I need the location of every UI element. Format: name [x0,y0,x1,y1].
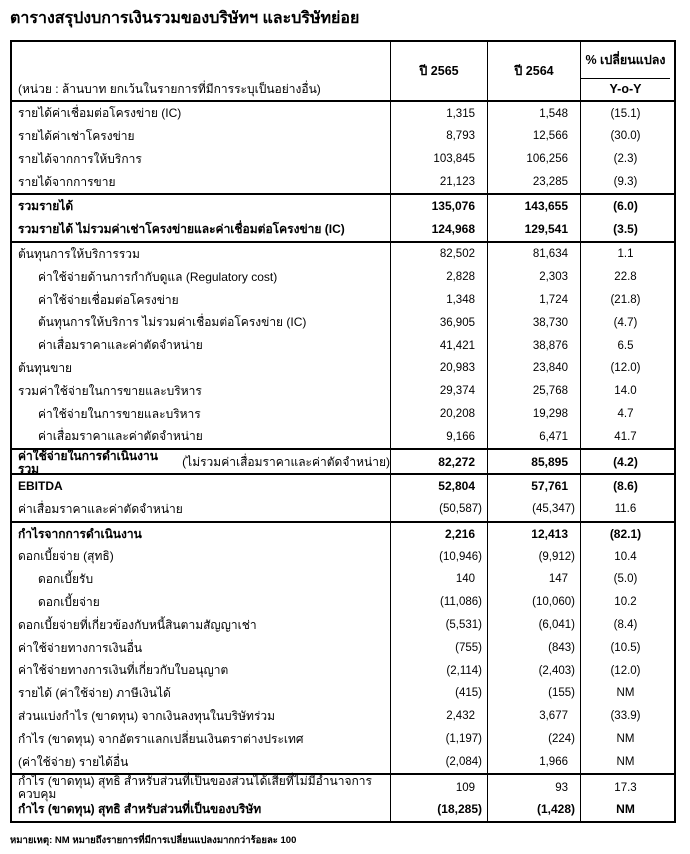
cell-year-2564: 147 [487,568,580,591]
table-row [12,380,674,403]
cell-year-2565: 1,348 [390,289,487,312]
column-header-year-2565: ปี 2565 [390,42,487,100]
column-header-year-2564: ปี 2564 [487,42,580,100]
row-group-1 [12,102,674,193]
row-label: ค่าเสื่อมราคาและค่าตัดจำหน่าย [18,501,183,516]
yoy-subheader: Y-o-Y [609,82,642,97]
cell-year-2564: 106,256 [487,148,580,171]
table-row [12,102,674,125]
cell-year-2564: 1,966 [487,751,580,774]
cell-year-2564: 25,768 [487,380,580,403]
row-group-2 [12,193,674,241]
cell-yoy-change: (12.0) [580,357,670,380]
table-row [12,125,674,148]
table-row [12,243,674,266]
row-label: ต้นทุนการให้บริการรวม [18,247,140,262]
cell-yoy-change: (30.0) [580,125,670,148]
cell-year-2564: 143,655 [487,195,580,218]
table-row [12,425,674,448]
cell-yoy-change: (3.5) [580,218,670,241]
row-label: (ค่าใช้จ่าย) รายได้อื่น [18,754,129,769]
cell-yoy-change: NM [580,798,670,821]
row-label: ดอกเบี้ยรับ [38,572,94,587]
cell-year-2565: (2,084) [390,751,487,774]
cell-yoy-change: (8.4) [580,614,670,637]
row-label: รวมค่าใช้จ่ายในการขายและบริหาร [18,383,202,398]
cell-yoy-change: 4.7 [580,403,670,426]
table-row [12,148,674,171]
row-label: ต้นทุนขาย [18,361,73,376]
cell-year-2565: (11,086) [390,591,487,614]
table-row [12,357,674,380]
row-label: กำไร (ขาดทุน) จากอัตราแลกเปลี่ยนเงินตราต่างประเทศ [18,731,304,746]
cell-year-2564: (45,347) [487,498,580,521]
table-row [12,171,674,194]
row-label: ค่าใช้จ่ายทางการเงินอื่น [18,640,143,655]
cell-year-2564: (1,428) [487,798,580,821]
cell-year-2564: 129,541 [487,218,580,241]
row-label: ดอกเบี้ยจ่าย (สุทธิ) [18,549,114,564]
table-row [12,659,674,682]
table-row [12,289,674,312]
cell-year-2565: 21,123 [390,171,487,194]
cell-yoy-change: (4.7) [580,311,670,334]
row-label: ค่าใช้จ่ายในการดำเนินงานรวม (ไม่รวมค่าเสื่อมราคาและค่าตัดจำหน่าย) [18,449,390,476]
cell-year-2564: (10,060) [487,591,580,614]
table-row [12,545,674,568]
cell-year-2564: 38,876 [487,334,580,357]
row-label: ค่าเสื่อมราคาและค่าตัดจำหน่าย [38,338,203,353]
cell-yoy-change: 14.0 [580,380,670,403]
cell-year-2564: (6,041) [487,614,580,637]
cell-year-2564: 12,413 [487,523,580,546]
cell-yoy-change: (12.0) [580,659,670,682]
row-label: กำไร (ขาดทุน) สุทธิ สำหรับส่วนที่เป็นของบริษัท [18,802,262,817]
cell-year-2565: 29,374 [390,380,487,403]
cell-year-2564: (224) [487,728,580,751]
unit-note: (หน่วย : ล้านบาท ยกเว้นในรายการที่มีการระบุเป็นอย่างอื่น) [18,81,321,96]
cell-year-2565: 82,502 [390,243,487,266]
cell-yoy-change: (5.0) [580,568,670,591]
cell-year-2565: (2,114) [390,659,487,682]
row-label: กำไร (ขาดทุน) สุทธิ สำหรับส่วนที่เป็นของส่วนได้เสียที่ไม่มีอำนาจการควบคุม [18,774,372,801]
row-label: รายได้ (ค่าใช้จ่าย) ภาษีเงินได้ [18,686,171,701]
cell-year-2565: 36,905 [390,311,487,334]
row-label: ค่าใช้จ่ายในการขายและบริหาร [38,406,201,421]
row-label: รายได้จากการขาย [18,174,116,189]
row-group-7 [12,773,674,821]
table-row [12,614,674,637]
row-label: รายได้จากการให้บริการ [18,151,142,166]
cell-year-2565: 82,272 [390,450,487,475]
table-row [12,682,674,705]
cell-year-2564: 6,471 [487,425,580,448]
cell-yoy-change: 41.7 [580,425,670,448]
row-group-6 [12,521,674,774]
cell-yoy-change: (8.6) [580,475,670,498]
cell-yoy-change: (21.8) [580,289,670,312]
footnote: หมายเหตุ: NM หมายถึงรายการที่มีการเปลี่ยนแปลงมากกว่าร้อยละ 100 [10,834,297,846]
table-row [12,218,674,241]
cell-yoy-change: 17.3 [580,775,670,800]
row-label: EBITDA [18,479,63,494]
row-label: ดอกเบี้ยจ่ายที่เกี่ยวข้องกับหนี้สินตามสัญญาเช่า [18,617,257,632]
table-row [12,266,674,289]
table-row [12,591,674,614]
row-label-note: (ไม่รวมค่าเสื่อมราคาและค่าตัดจำหน่าย) [178,455,390,470]
cell-year-2565: 8,793 [390,125,487,148]
percent-change-label: % เปลี่ยนแปลง [581,42,670,79]
cell-year-2565: 140 [390,568,487,591]
table-row [12,637,674,660]
financial-summary-table [10,40,676,823]
cell-year-2565: (10,946) [390,545,487,568]
row-label: ค่าใช้จ่ายเชื่อมต่อโครงข่าย [38,292,179,307]
cell-year-2564: 1,548 [487,102,580,125]
cell-year-2565: 20,208 [390,403,487,426]
cell-yoy-change: (33.9) [580,705,670,728]
cell-year-2565: 103,845 [390,148,487,171]
cell-yoy-change: 6.5 [580,334,670,357]
table-header [12,42,674,102]
cell-yoy-change: (2.3) [580,148,670,171]
cell-year-2564: 81,634 [487,243,580,266]
page-title: ตารางสรุปงบการเงินรวมของบริษัทฯ และบริษัทย่อย [10,10,360,27]
table-row [12,311,674,334]
cell-yoy-change: (9.3) [580,171,670,194]
cell-yoy-change: 10.2 [580,591,670,614]
cell-year-2564: 23,285 [487,171,580,194]
table-row [12,334,674,357]
cell-yoy-change: NM [580,728,670,751]
column-header-percent-change [580,42,670,100]
table-row [12,568,674,591]
row-label: กำไรจากการดำเนินงาน [18,526,142,541]
cell-yoy-change: 10.4 [580,545,670,568]
cell-year-2565: 135,076 [390,195,487,218]
cell-year-2565: (5,531) [390,614,487,637]
cell-year-2564: 3,677 [487,705,580,728]
cell-year-2565: 2,828 [390,266,487,289]
cell-year-2565: 109 [390,775,487,800]
cell-year-2564: 23,840 [487,357,580,380]
cell-year-2565: (755) [390,637,487,660]
cell-year-2565: 9,166 [390,425,487,448]
row-label: ส่วนแบ่งกำไร (ขาดทุน) จากเงินลงทุนในบริษัทร่วม [18,709,276,723]
cell-year-2564: (2,403) [487,659,580,682]
row-label: ค่าใช้จ่ายทางการเงินที่เกี่ยวกับใบอนุญาต [18,663,229,678]
cell-yoy-change: (6.0) [580,195,670,218]
cell-year-2564: (155) [487,682,580,705]
table-row [12,774,674,801]
cell-year-2565: (50,587) [390,498,487,521]
cell-yoy-change: 22.8 [580,266,670,289]
cell-yoy-change: 11.6 [580,498,670,521]
cell-year-2564: (9,912) [487,545,580,568]
row-label: ค่าเสื่อมราคาและค่าตัดจำหน่าย [38,429,203,444]
row-group-5 [12,473,674,521]
cell-year-2564: 19,298 [487,403,580,426]
cell-year-2564: 93 [487,775,580,800]
cell-yoy-change: NM [580,751,670,774]
cell-year-2564: 57,761 [487,475,580,498]
cell-year-2564: 1,724 [487,289,580,312]
cell-yoy-change: NM [580,682,670,705]
cell-year-2565: (18,285) [390,798,487,821]
table-row [12,798,674,821]
cell-year-2564: 38,730 [487,311,580,334]
row-label: รายได้ค่าเชื่อมต่อโครงข่าย (IC) [18,106,182,121]
cell-year-2565: 1,315 [390,102,487,125]
cell-year-2565: 2,432 [390,705,487,728]
row-label: ค่าใช้จ่ายด้านการกำกับดูแล (Regulatory cost) [38,269,278,284]
cell-yoy-change: 1.1 [580,243,670,266]
table-row [12,195,674,218]
table-row [12,728,674,751]
cell-year-2565: 52,804 [390,475,487,498]
cell-yoy-change: (10.5) [580,637,670,660]
cell-year-2564: (843) [487,637,580,660]
cell-year-2565: 41,421 [390,334,487,357]
cell-year-2565: 124,968 [390,218,487,241]
cell-year-2565: 2,216 [390,523,487,546]
row-label: ต้นทุนการให้บริการ ไม่รวมค่าเชื่อมต่อโครงข่าย (IC) [38,315,307,330]
cell-year-2564: 85,895 [487,450,580,475]
table-row [12,751,674,774]
cell-year-2565: (1,197) [390,728,487,751]
row-group-3 [12,241,674,448]
cell-yoy-change: (82.1) [580,523,670,546]
cell-yoy-change: (4.2) [580,450,670,475]
table-row [12,498,674,521]
cell-year-2564: 2,303 [487,266,580,289]
cell-year-2565: (415) [390,682,487,705]
cell-year-2564: 12,566 [487,125,580,148]
row-label: รวมรายได้ ไม่รวมค่าเช่าโครงข่ายและค่าเชื่อมต่อโครงข่าย (IC) [18,222,345,237]
row-group-4 [12,448,674,476]
table-row [12,403,674,426]
table-row [12,475,674,498]
table-row [12,523,674,546]
cell-year-2565: 20,983 [390,357,487,380]
row-label: รายได้ค่าเช่าโครงข่าย [18,129,135,144]
row-label: ดอกเบี้ยจ่าย [38,595,100,610]
table-body [12,102,674,821]
table-row [12,449,674,476]
table-row [12,705,674,728]
row-label: รวมรายได้ [18,199,74,214]
cell-yoy-change: (15.1) [580,102,670,125]
